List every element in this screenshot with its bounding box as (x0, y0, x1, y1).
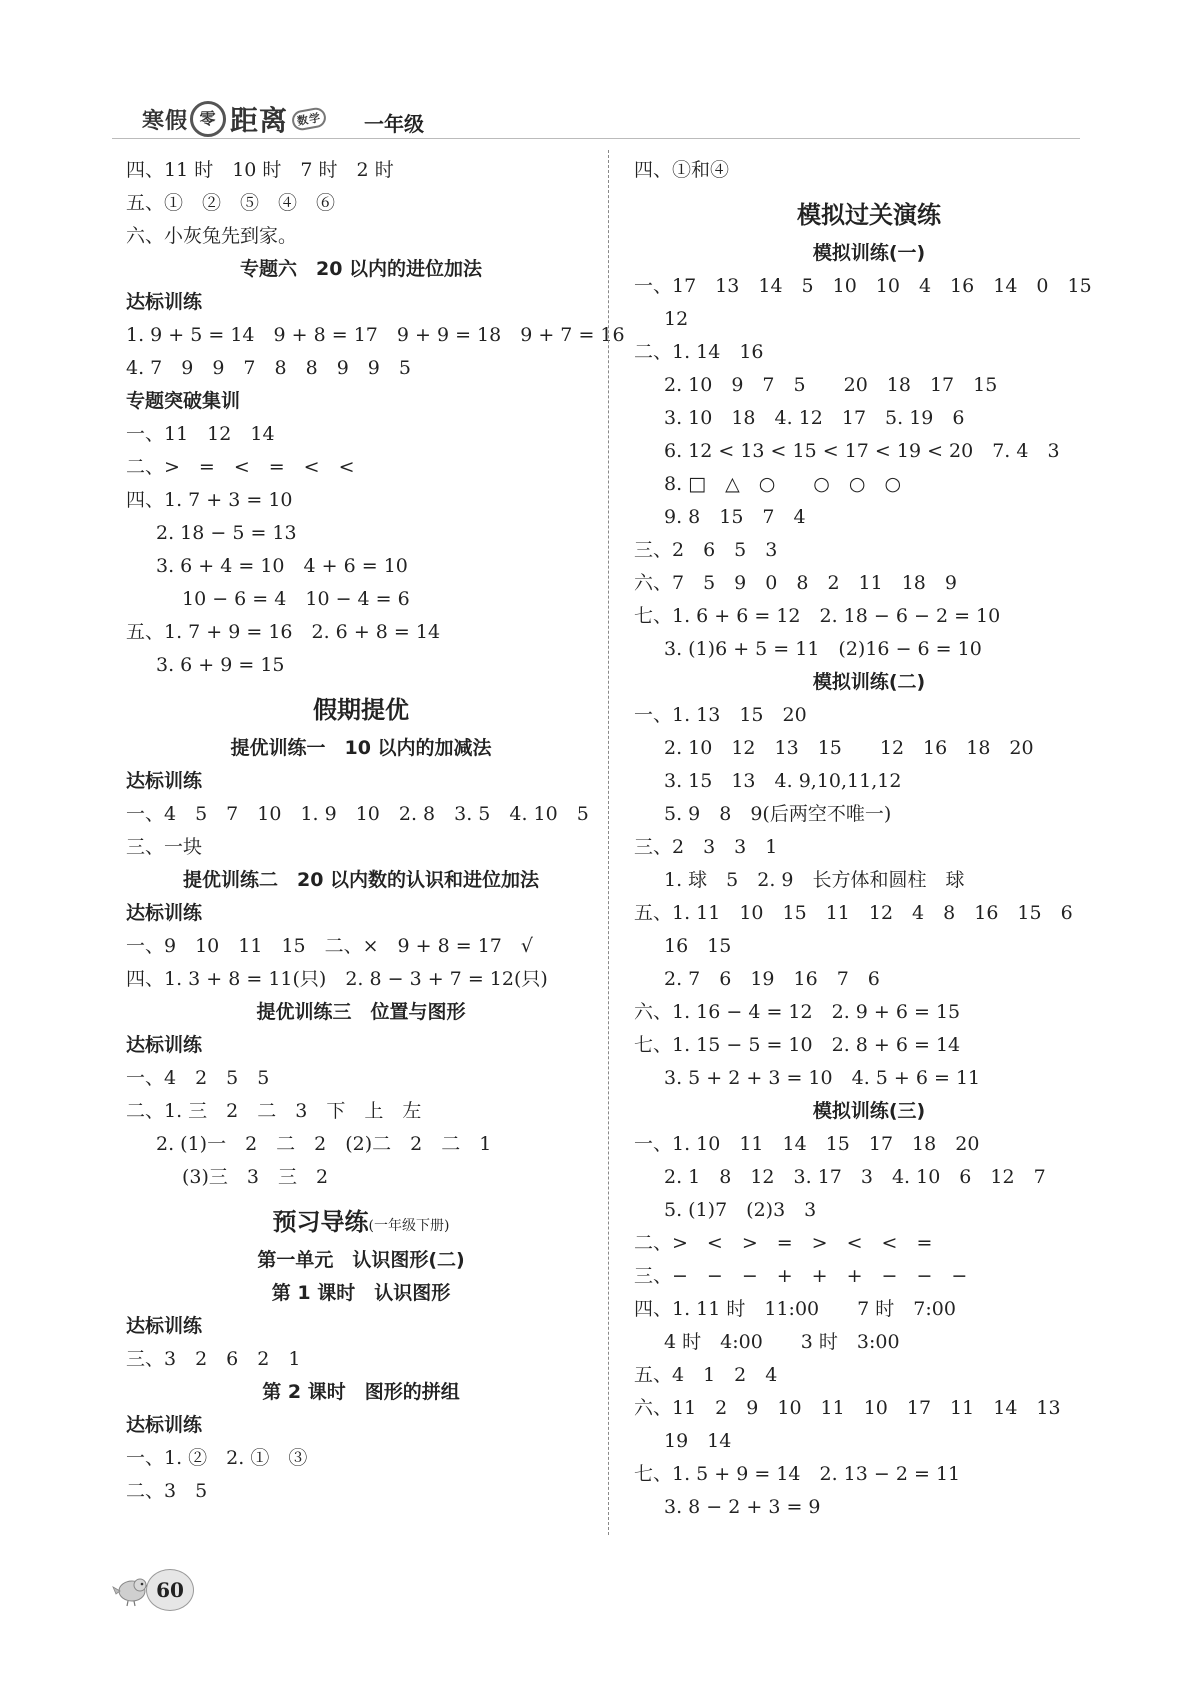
answer-line (126, 550, 596, 583)
line-text: 达标训练 (126, 902, 203, 924)
answer-line (634, 1491, 1104, 1524)
line-text: 三、− − − + + + − − − (634, 1265, 968, 1287)
line-text: 第 1 课时 认识图形 (271, 1282, 451, 1304)
line-text: 三、3 2 6 2 1 (126, 1348, 301, 1370)
page-number: 60 (146, 1569, 194, 1611)
answer-line (634, 798, 1104, 831)
answer-line (126, 187, 596, 220)
line-text: 3. 10 18 4. 12 17 5. 19 6 (664, 407, 965, 429)
answer-line (634, 1227, 1104, 1260)
line-text: 三、2 6 5 3 (634, 539, 778, 561)
line-text: 五、4 1 2 4 (634, 1364, 778, 1386)
line-text: 五、1. 7 + 9 = 16 2. 6 + 8 = 14 (126, 621, 441, 643)
answer-line (634, 154, 1104, 187)
answer-line (634, 1128, 1104, 1161)
line-text: 一、11 12 14 (126, 423, 275, 445)
left-column (126, 154, 625, 1508)
line-text: 达标训练 (126, 1034, 203, 1056)
line-text: 二、> < > = > < < = (634, 1232, 933, 1254)
subsection-label (126, 1029, 596, 1062)
line-text: 七、1. 5 + 9 = 14 2. 13 − 2 = 11 (634, 1463, 961, 1485)
section-heading (634, 237, 1104, 270)
line-text: 达标训练 (126, 1414, 203, 1436)
answer-line (126, 1161, 596, 1194)
line-text: 一、4 2 5 5 (126, 1067, 270, 1089)
answer-line (634, 402, 1104, 435)
answer-line (126, 418, 596, 451)
line-text: 四、1. 3 + 8 = 11(只) 2. 8 − 3 + 7 = 12(只) (126, 968, 548, 990)
line-text: 模拟训练(二) (812, 671, 926, 693)
line-text: 一、1. 13 15 20 (634, 704, 807, 726)
line-text: 1. 球 5 2. 9 长方体和圆柱 球 (664, 869, 965, 891)
heading-note: (一年级下册) (368, 1218, 450, 1234)
line-text: 4 时 4:00 3 时 3:00 (664, 1331, 900, 1353)
line-text: 9. 8 15 7 4 (664, 506, 806, 528)
book-logo (142, 102, 326, 136)
page-number-area (112, 1565, 222, 1613)
subsection-label (126, 765, 596, 798)
line-text: 第 2 课时 图形的拼组 (262, 1381, 460, 1403)
answer-line (634, 534, 1104, 567)
line-text: 一、17 13 14 5 10 10 4 16 14 0 15 (634, 275, 1092, 297)
line-text: 第一单元 认识图形(二) (257, 1249, 465, 1271)
answer-line (634, 1326, 1104, 1359)
answer-line (126, 1062, 596, 1095)
answer-line (634, 270, 1104, 303)
line-text: 假期提优 (313, 695, 409, 724)
answer-line (634, 1359, 1104, 1392)
line-text: 6. 12 < 13 < 15 < 17 < 19 < 20 7. 4 3 (664, 440, 1060, 462)
line-text: 12 (664, 308, 689, 330)
line-text: 2. 1 8 12 3. 17 3 4. 10 6 12 7 (664, 1166, 1046, 1188)
line-text: 三、2 3 3 1 (634, 836, 778, 858)
subsection-label (126, 286, 596, 319)
answer-line (634, 1194, 1104, 1227)
answer-line (634, 1029, 1104, 1062)
answer-line (634, 1392, 1104, 1425)
line-text: 3. 6 + 4 = 10 4 + 6 = 10 (156, 555, 408, 577)
section-heading (126, 864, 596, 897)
right-column (634, 154, 1104, 1524)
line-text: 提优训练二 20 以内数的认识和进位加法 (182, 869, 540, 891)
section-heading (126, 682, 596, 732)
line-text: 四、1. 11 时 11:00 7 时 7:00 (634, 1298, 956, 1320)
answer-line (634, 468, 1104, 501)
line-text: 16 15 (664, 935, 732, 957)
line-text: 5. (1)7 (2)3 3 (664, 1199, 817, 1221)
line-text: 2. (1)一 2 二 2 (2)二 2 二 1 (156, 1133, 492, 1155)
line-text: 19 14 (664, 1430, 732, 1452)
line-text: 3. 5 + 2 + 3 = 10 4. 5 + 6 = 11 (664, 1067, 981, 1089)
subsection-label (126, 1310, 596, 1343)
answer-line (126, 352, 596, 385)
line-text: 2. 10 12 13 15 12 16 18 20 (664, 737, 1034, 759)
line-text: 六、1. 16 − 4 = 12 2. 9 + 6 = 15 (634, 1001, 961, 1023)
answer-line (126, 319, 625, 352)
line-text: 一、9 10 11 15 二、× 9 + 8 = 17 √ (126, 935, 533, 957)
answer-line (126, 1343, 596, 1376)
section-heading (126, 253, 596, 286)
line-text: 提优训练三 位置与图形 (256, 1001, 466, 1023)
answer-line (126, 583, 596, 616)
answer-line (634, 600, 1104, 633)
line-text: 五、① ② ⑤ ④ ⑥ (126, 192, 336, 214)
answer-line (126, 649, 596, 682)
answer-line (126, 154, 596, 187)
line-text: 二、3 5 (126, 1480, 208, 1502)
line-text: 六、小灰兔先到家。 (126, 225, 298, 247)
line-text: 3. (1)6 + 5 = 11 (2)16 − 6 = 10 (664, 638, 982, 660)
line-text: 二、1. 14 16 (634, 341, 764, 363)
line-text: 四、11 时 10 时 7 时 2 时 (126, 159, 394, 181)
answer-line (634, 831, 1104, 864)
line-text: 一、1. 10 11 14 15 17 18 20 (634, 1133, 980, 1155)
answer-line (634, 369, 1104, 402)
answer-line (126, 517, 596, 550)
line-text: 达标训练 (126, 291, 203, 313)
answer-line (634, 1425, 1104, 1458)
section-heading (126, 1244, 596, 1277)
line-text: 三、一块 (126, 836, 203, 858)
subsection-label (126, 1409, 596, 1442)
line-text: 一、4 5 7 10 1. 9 10 2. 8 3. 5 4. 10 5 (126, 803, 589, 825)
section-heading (126, 1277, 596, 1310)
answer-line (634, 996, 1104, 1029)
line-text: 4. 7 9 9 7 8 8 9 9 5 (126, 357, 411, 379)
line-text: 2. 10 9 7 5 20 18 17 15 (664, 374, 998, 396)
column-divider (608, 150, 609, 1535)
logo-text-1: 寒假 (142, 107, 189, 134)
line-text: 七、1. 15 − 5 = 10 2. 8 + 6 = 14 (634, 1034, 961, 1056)
answer-line (126, 930, 596, 963)
line-text: 10 − 6 = 4 10 − 4 = 6 (182, 588, 410, 610)
answer-line (634, 897, 1104, 930)
section-heading (634, 666, 1104, 699)
line-text: 3. 15 13 4. 9,10,11,12 (664, 770, 902, 792)
line-text: 专题突破集训 (126, 390, 241, 412)
answer-line (634, 501, 1104, 534)
line-text: 二、1. 三 2 二 3 下 上 左 (126, 1100, 422, 1122)
answer-line (634, 765, 1104, 798)
answer-line (634, 303, 1104, 336)
answer-line (126, 1128, 596, 1161)
line-text: 模拟训练(三) (812, 1100, 926, 1122)
line-text: (3)三 3 三 2 (182, 1166, 329, 1188)
line-text: 专题六 20 以内的进位加法 (239, 258, 483, 280)
answer-line (126, 1442, 596, 1475)
page-header (112, 100, 1080, 139)
subsection-label (126, 897, 596, 930)
line-text: 3. 6 + 9 = 15 (156, 654, 285, 676)
answer-line (634, 930, 1104, 963)
logo-subject-tag: 数学 (291, 106, 328, 132)
answer-line (126, 1475, 596, 1508)
answer-line (634, 732, 1104, 765)
line-text: 六、11 2 9 10 11 10 17 11 14 13 (634, 1397, 1061, 1419)
line-text: 四、1. 7 + 3 = 10 (126, 489, 293, 511)
grade-label: 一年级 (364, 112, 424, 136)
answer-line (634, 699, 1104, 732)
line-text: 二、> = < = < < (126, 456, 355, 478)
answer-line (126, 220, 596, 253)
answer-line (634, 633, 1104, 666)
section-heading (634, 1095, 1104, 1128)
answer-line (126, 451, 596, 484)
line-text: 一、1. ② 2. ① ③ (126, 1447, 308, 1469)
section-heading (126, 732, 596, 765)
answer-line (126, 1095, 596, 1128)
answer-line (634, 336, 1104, 369)
line-text: 2. 7 6 19 16 7 6 (664, 968, 880, 990)
line-text: 提优训练一 10 以内的加减法 (230, 737, 492, 759)
answer-line (126, 798, 596, 831)
line-text: 5. 9 8 9(后两空不唯一) (664, 803, 892, 825)
answer-line (634, 864, 1104, 897)
answer-line (126, 484, 596, 517)
line-text: 1. 9 + 5 = 14 9 + 8 = 17 9 + 9 = 18 9 + 7 = 16 (126, 324, 625, 346)
line-text: 五、1. 11 10 15 11 12 4 8 16 15 6 (634, 902, 1073, 924)
section-heading (126, 996, 596, 1029)
subsection-label (126, 385, 596, 418)
line-text: 六、7 5 9 0 8 2 11 18 9 (634, 572, 957, 594)
line-text: 2. 18 − 5 = 13 (156, 522, 297, 544)
line-text: 七、1. 6 + 6 = 12 2. 18 − 6 − 2 = 10 (634, 605, 1001, 627)
answer-line (634, 1161, 1104, 1194)
answer-line (634, 963, 1104, 996)
line-text: 达标训练 (126, 770, 203, 792)
answer-line (634, 1458, 1104, 1491)
logo-ring: 零 (190, 101, 226, 137)
answer-line (126, 831, 596, 864)
line-text: 8. □ △ ○ ○ ○ ○ (664, 473, 902, 495)
answer-line (126, 963, 596, 996)
line-text: 达标训练 (126, 1315, 203, 1337)
line-text: 预习导练 (272, 1207, 369, 1236)
line-text: 模拟过关演练 (797, 200, 941, 229)
answer-line (634, 1062, 1104, 1095)
logo-text-2: 距离 (230, 104, 289, 137)
line-text: 3. 8 − 2 + 3 = 9 (664, 1496, 821, 1518)
answer-line (634, 1260, 1104, 1293)
answer-line (126, 616, 596, 649)
section-heading (126, 1194, 596, 1244)
answer-line (634, 567, 1104, 600)
answer-line (634, 435, 1104, 468)
line-text: 模拟训练(一) (812, 242, 926, 264)
line-text: 四、①和④ (634, 159, 730, 181)
answer-line (634, 1293, 1104, 1326)
section-heading (126, 1376, 596, 1409)
section-heading (634, 187, 1104, 237)
